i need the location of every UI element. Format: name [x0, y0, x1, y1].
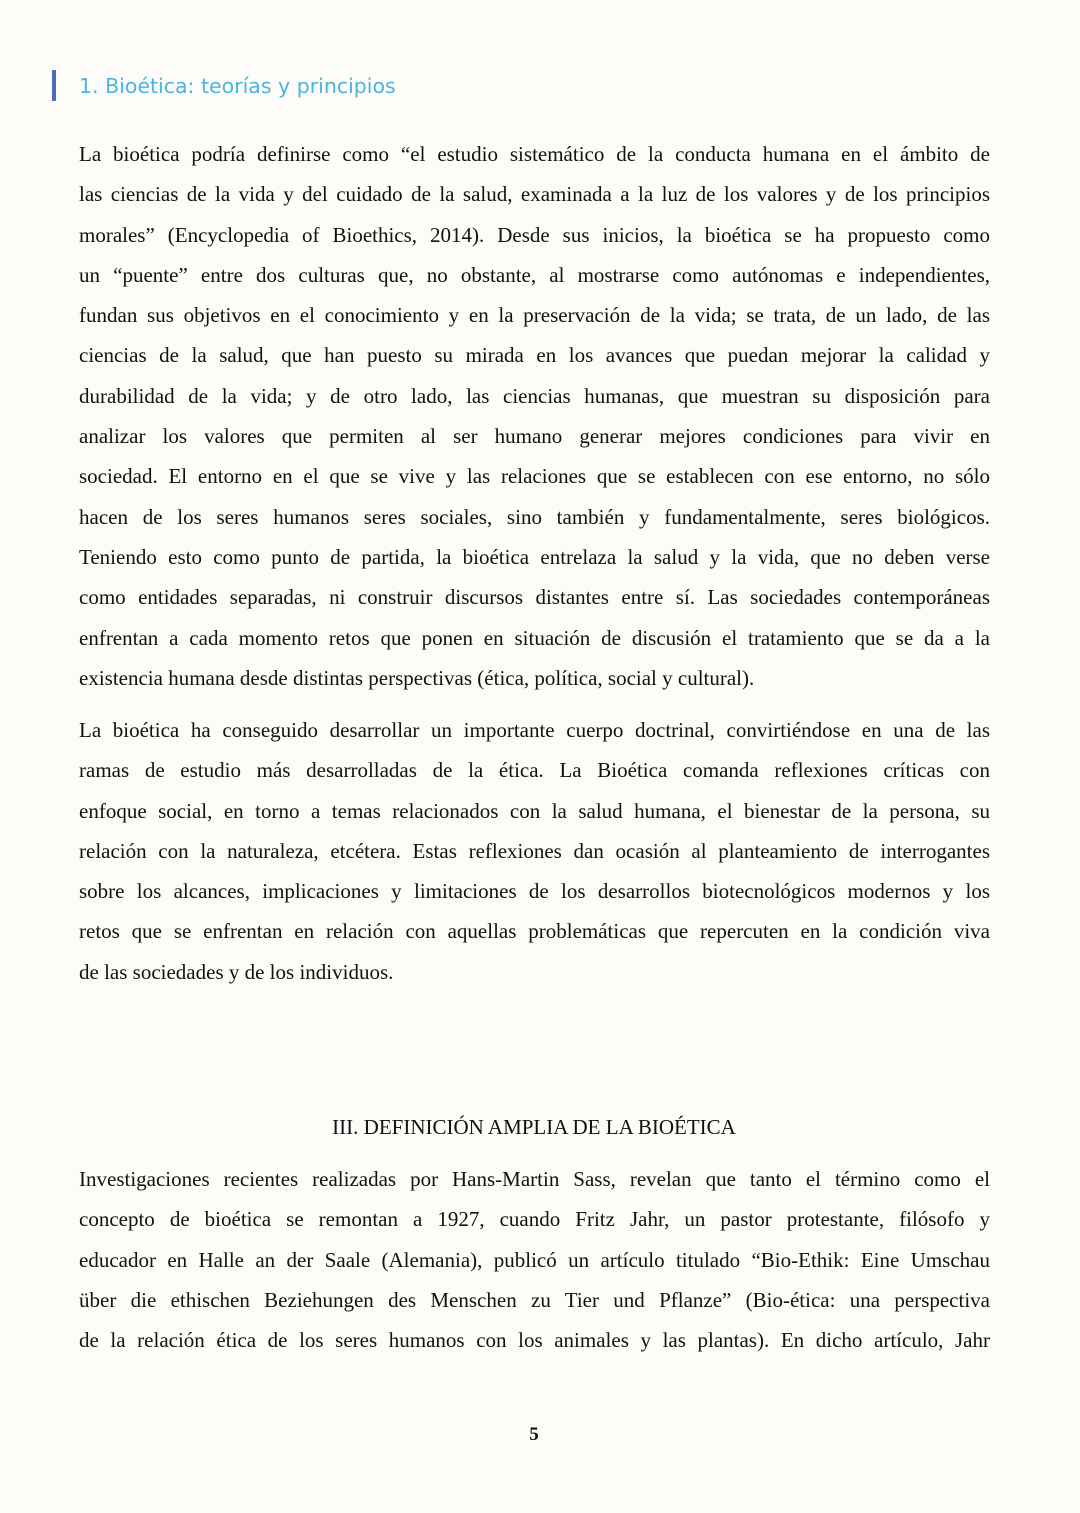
text-line: enfoque social, en torno a temas relacionados con la salud humana, el bienestar de la persona, su [79, 798, 990, 823]
text-line: ciencias de la salud, que han puesto su mirada en los avances que puedan mejorar la calidad y [79, 343, 990, 368]
text-line: fundan sus objetivos en el conocimiento y en la preservación de la vida; se trata, de un lado, de las [79, 303, 990, 328]
text-line: La bioética podría definirse como “el estudio sistemático de la conducta humana en el ámbito de [79, 142, 990, 166]
text-line: enfrentan a cada momento retos que ponen en situación de discusión el tratamiento que se da a la [79, 625, 990, 650]
text-line: educador en Halle an der Saale (Alemania), publicó un artículo titulado “Bio-Ethik: Eine Umschau [79, 1247, 990, 1272]
text-line: un “puente” entre dos culturas que, no obstante, al mostrarse como autónomas e independientes, [79, 262, 990, 287]
text-line: Investigaciones recientes realizadas por Hans-Martin Sass, revelan que tanto el término como el [79, 1167, 990, 1191]
text-line: existencia humana desde distintas perspectivas (ética, política, social y cultural). [79, 665, 755, 690]
text-line: La bioética ha conseguido desarrollar un importante cuerpo doctrinal, convirtiéndose en una de las [79, 718, 990, 742]
section-heading: 1. Bioética: teorías y principios [79, 74, 396, 98]
text-line: morales” (Encyclopedia of Bioethics, 2014). Desde sus inicios, la bioética se ha propuesto como [79, 222, 990, 247]
text-line: sobre los alcances, implicaciones y limitaciones de los desarrollos biotecnológicos modernos y los [79, 879, 990, 904]
paragraph-3 [79, 1159, 990, 1360]
text-line: concepto de bioética se remontan a 1927, cuando Fritz Jahr, un pastor protestante, filósofo y [79, 1207, 990, 1232]
paragraph-1 [79, 134, 990, 698]
text-line: como entidades separadas, ni construir discursos distantes entre sí. Las sociedades contemporáneas [79, 585, 990, 610]
text-line: las ciencias de la vida y del cuidado de la salud, examinada a la luz de los valores y de los principios [79, 182, 990, 207]
text-line: de la relación ética de los seres humanos con los animales y las plantas). En dicho artículo, Jahr [79, 1328, 990, 1353]
heading-accent-bar [52, 70, 56, 101]
text-line: analizar los valores que permiten al ser humano generar mejores condiciones para vivir en [79, 424, 990, 449]
text-line: über die ethischen Beziehungen des Menschen zu Tier und Pflanze” (Bio-ética: una perspectiva [79, 1287, 990, 1312]
text-line: ramas de estudio más desarrolladas de la ética. La Bioética comanda reflexiones críticas con [79, 758, 990, 783]
text-line: Teniendo esto como punto de partida, la bioética entrelaza la salud y la vida, que no deben verse [79, 544, 990, 569]
page-number: 5 [529, 1424, 539, 1445]
chapter-heading: III. DEFINICIÓN AMPLIA DE LA BIOÉTICA [332, 1115, 736, 1139]
text-line: hacen de los seres humanos seres sociales, sino también y fundamentalmente, seres biológicos. [79, 504, 990, 529]
paragraph-2 [79, 710, 990, 992]
text-line: durabilidad de la vida; y de otro lado, las ciencias humanas, que muestran su disposición para [79, 383, 990, 408]
text-line: retos que se enfrentan en relación con aquellas problemáticas que repercuten en la condición viva [79, 919, 990, 944]
text-line: de las sociedades y de los individuos. [79, 959, 394, 984]
text-line: sociedad. El entorno en el que se vive y las relaciones que se establecen con ese entorno, no sólo [79, 464, 990, 489]
text-line: relación con la naturaleza, etcétera. Estas reflexiones dan ocasión al planteamiento de interrogantes [79, 838, 990, 863]
